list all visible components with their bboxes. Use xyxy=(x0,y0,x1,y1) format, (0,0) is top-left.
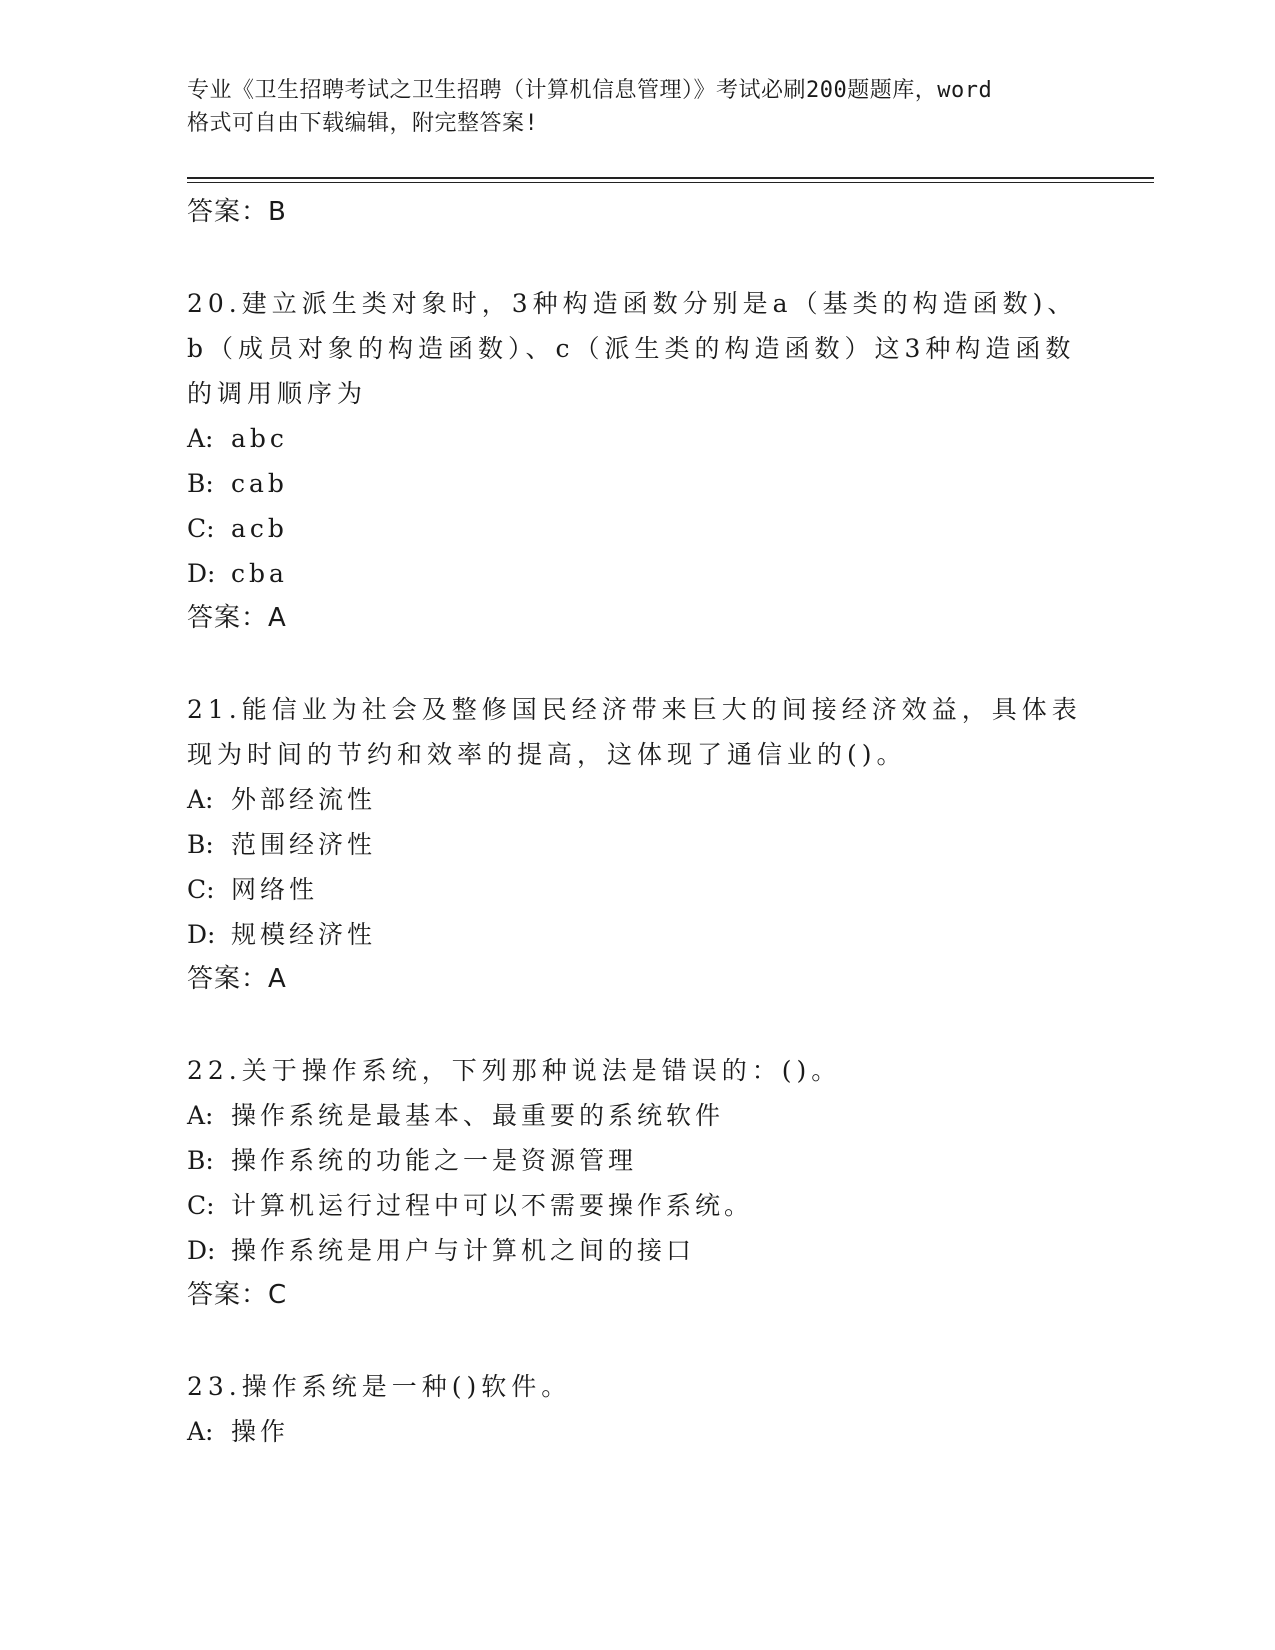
option-letter: C: xyxy=(187,875,215,904)
question-text: 23.操作系统是一种()软件。 xyxy=(187,1372,572,1401)
option-letter: B: xyxy=(187,469,214,498)
option-text: cab xyxy=(231,469,288,498)
answer-line: 答案：B xyxy=(187,197,287,227)
option-text: 规模经济性 xyxy=(231,920,377,949)
question-23 xyxy=(187,1364,1087,1454)
option-letter: A: xyxy=(187,1417,214,1446)
option-a xyxy=(187,1409,1087,1454)
header-divider-thick xyxy=(187,177,1154,179)
question-text: 21.能信业为社会及整修国民经济带来巨大的间接经济效益，具体表现为时间的节约和效率的提高，这体现了通信业的()。 xyxy=(187,695,1082,769)
option-text: 操作系统是用户与计算机之间的接口 xyxy=(231,1236,696,1265)
option-letter: D: xyxy=(187,1236,216,1265)
option-letter: A: xyxy=(187,1101,214,1130)
header-divider-thin xyxy=(187,182,1154,183)
option-text: 范围经济性 xyxy=(231,830,377,859)
question-22 xyxy=(187,1048,1087,1317)
answer-line: 答案：A xyxy=(187,964,287,994)
option-a xyxy=(187,1093,1087,1138)
option-a xyxy=(187,777,1087,822)
answer-line: 答案：C xyxy=(187,1280,288,1310)
option-letter: C: xyxy=(187,1191,215,1220)
option-letter: D: xyxy=(187,920,216,949)
question-20 xyxy=(187,281,1087,640)
answer-line: 答案：A xyxy=(187,603,287,633)
option-text: cba xyxy=(231,559,288,588)
option-letter: D: xyxy=(187,559,216,588)
option-a xyxy=(187,416,1087,461)
option-letter: C: xyxy=(187,514,215,543)
question-text: 20.建立派生类对象时，3种构造函数分别是a（基类的构造函数)、b（成员对象的构造函数）、c（派生类的构造函数）这3种构造函数的调用顺序为 xyxy=(187,289,1078,408)
option-letter: B: xyxy=(187,830,214,859)
option-text: 网络性 xyxy=(231,875,319,904)
header-line-1: 专业《卫生招聘考试之卫生招聘（计算机信息管理）》考试必刷200题题库，word xyxy=(187,78,993,103)
option-letter: B: xyxy=(187,1146,214,1175)
question-text: 22.关于操作系统，下列那种说法是错误的：()。 xyxy=(187,1056,842,1085)
option-b xyxy=(187,1138,1087,1183)
header-line-2: 格式可自由下载编辑，附完整答案! xyxy=(187,111,539,136)
option-b xyxy=(187,822,1087,867)
option-text: 计算机运行过程中可以不需要操作系统。 xyxy=(231,1191,754,1220)
question-21 xyxy=(187,687,1087,1001)
option-text: 操作系统是最基本、最重要的系统软件 xyxy=(231,1101,725,1130)
option-text: 操作系统的功能之一是资源管理 xyxy=(231,1146,638,1175)
option-d xyxy=(187,551,1087,596)
document-body xyxy=(187,190,1087,1454)
option-d xyxy=(187,1228,1087,1273)
option-c xyxy=(187,506,1087,551)
option-letter: A: xyxy=(187,785,214,814)
option-text: acb xyxy=(231,514,288,543)
option-c xyxy=(187,1183,1087,1228)
document-header xyxy=(187,74,1087,140)
option-c xyxy=(187,867,1087,912)
option-b xyxy=(187,461,1087,506)
option-text: abc xyxy=(231,424,288,453)
option-text: 操作 xyxy=(231,1417,290,1446)
option-letter: A: xyxy=(187,424,214,453)
option-d xyxy=(187,912,1087,957)
option-text: 外部经流性 xyxy=(231,785,377,814)
